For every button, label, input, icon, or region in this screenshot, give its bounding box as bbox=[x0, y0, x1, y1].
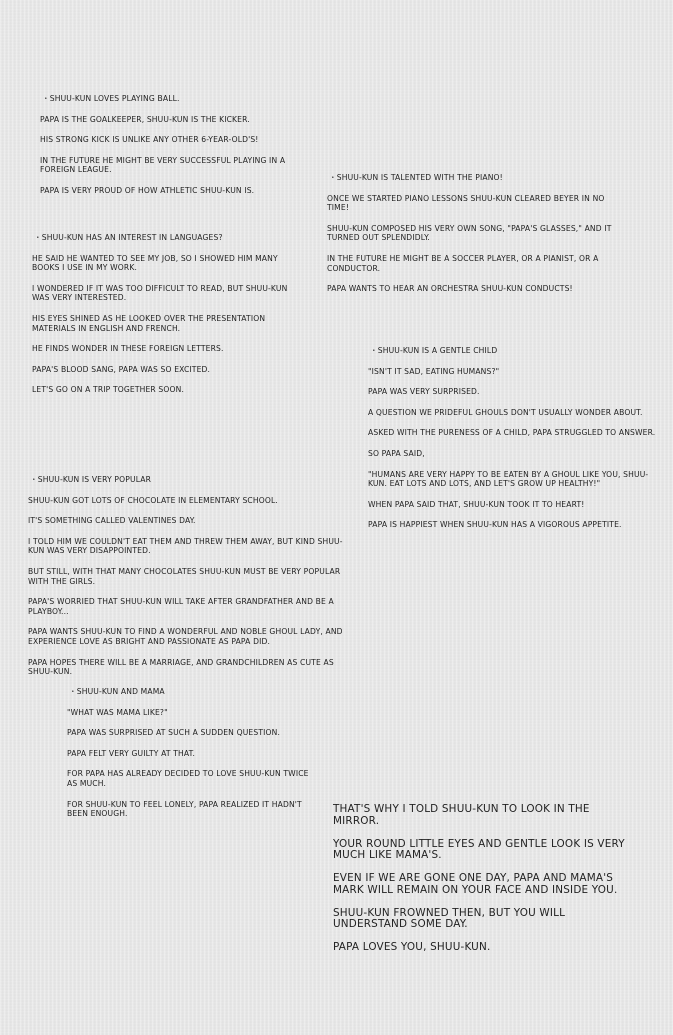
section-paragraph: A QUESTION WE PRIDEFUL GHOULS DON'T USUALLY WONDER ABOUT. bbox=[368, 407, 643, 417]
section-paragraph: I WONDERED IF IT WAS TOO DIFFICULT TO READ, BUT SHUU-KUN WAS VERY INTERESTED. bbox=[32, 283, 288, 303]
section-paragraph: HIS EYES SHINED AS HE LOOKED OVER THE PRESENTATION MATERIALS IN ENGLISH AND FRENCH. bbox=[32, 313, 266, 333]
section-heading: ・SHUU-KUN LOVES PLAYING BALL. bbox=[42, 94, 180, 103]
section-heading: ・SHUU-KUN IS TALENTED WITH THE PIANO! bbox=[329, 173, 503, 182]
section-paragraph: SHUU-KUN FROWNED THEN, BUT YOU WILL UNDERSTAND SOME DAY. bbox=[333, 906, 566, 930]
section-paragraph: PAPA HOPES THERE WILL BE A MARRIAGE, AND GRANDCHILDREN AS CUTE AS SHUU-KUN. bbox=[28, 657, 334, 677]
section-paragraph: WHEN PAPA SAID THAT, SHUU-KUN TOOK IT TO HEART! bbox=[368, 499, 585, 509]
section-paragraph: PAPA LOVES YOU, SHUU-KUN. bbox=[333, 941, 491, 953]
section-paragraph: PAPA WANTS SHUU-KUN TO FIND A WONDERFUL AND NOBLE GHOUL LADY, AND EXPERIENCE LOVE AS BRIGHT AND PASSIONATE AS PAPA DID. bbox=[28, 627, 343, 646]
section-paragraph: HIS STRONG KICK IS UNLIKE ANY OTHER 6-YEAR-OLD'S! bbox=[40, 135, 259, 145]
section-paragraph: YOUR ROUND LITTLE EYES AND GENTLE LOOK IS VERY MUCH LIKE MAMA'S. bbox=[333, 837, 625, 861]
section-paragraph: HE SAID HE WANTED TO SEE MY JOB, SO I SHOWED HIM MANY BOOKS I USE IN MY WORK. bbox=[32, 253, 278, 273]
section-paragraph: EVEN IF WE ARE GONE ONE DAY, PAPA AND MAMA'S MARK WILL REMAIN ON YOUR FACE AND INSIDE YOU. bbox=[333, 872, 618, 896]
section-paragraph: PAPA'S WORRIED THAT SHUU-KUN WILL TAKE AFTER GRANDFATHER AND BE A PLAYBOY... bbox=[28, 597, 334, 616]
section-paragraph: PAPA'S BLOOD SANG, PAPA WAS SO EXCITED. bbox=[32, 364, 211, 374]
section-mirror bbox=[333, 804, 633, 965]
section-paragraph: PAPA WAS VERY SURPRISED. bbox=[368, 387, 480, 397]
section-paragraph: SHUU-KUN GOT LOTS OF CHOCOLATE IN ELEMENTARY SCHOOL. bbox=[28, 495, 278, 505]
section-paragraph: SO PAPA SAID, bbox=[368, 448, 425, 458]
section-paragraph: "ISN'T IT SAD, EATING HUMANS?" bbox=[368, 366, 500, 376]
section-paragraph: PAPA IS HAPPIEST WHEN SHUU-KUN HAS A VIGOROUS APPETITE. bbox=[368, 520, 622, 530]
section-paragraph: PAPA WAS SURPRISED AT SUCH A SUDDEN QUESTION. bbox=[67, 728, 281, 738]
section-paragraph: IN THE FUTURE HE MIGHT BE A SOCCER PLAYER, OR A PIANIST, OR A CONDUCTOR. bbox=[327, 253, 599, 273]
section-languages bbox=[32, 233, 297, 406]
section-shuu-kun-and-mama bbox=[67, 687, 312, 830]
section-heading: ・SHUU-KUN IS VERY POPULAR bbox=[30, 475, 152, 484]
section-paragraph: IN THE FUTURE HE MIGHT BE VERY SUCCESSFUL PLAYING IN A FOREIGN LEAGUE. bbox=[40, 155, 286, 175]
section-paragraph: THAT'S WHY I TOLD SHUU-KUN TO LOOK IN THE MIRROR. bbox=[333, 803, 590, 827]
section-paragraph: ASKED WITH THE PURENESS OF A CHILD, PAPA STRUGGLED TO ANSWER. bbox=[368, 428, 656, 438]
section-heading: ・SHUU-KUN HAS AN INTEREST IN LANGUAGES? bbox=[34, 233, 223, 242]
section-heading: ・SHUU-KUN IS A GENTLE CHILD bbox=[370, 346, 498, 355]
section-paragraph: BUT STILL, WITH THAT MANY CHOCOLATES SHUU-KUN MUST BE VERY POPULAR WITH THE GIRLS. bbox=[28, 566, 341, 586]
section-paragraph: PAPA WANTS TO HEAR AN ORCHESTRA SHUU-KUN CONDUCTS! bbox=[327, 284, 573, 294]
section-paragraph: FOR PAPA HAS ALREADY DECIDED TO LOVE SHUU-KUN TWICE AS MUCH. bbox=[67, 769, 309, 788]
section-paragraph: "WHAT WAS MAMA LIKE?" bbox=[67, 707, 168, 717]
section-paragraph: HE FINDS WONDER IN THESE FOREIGN LETTERS. bbox=[32, 344, 224, 354]
section-paragraph: LET'S GO ON A TRIP TOGETHER SOON. bbox=[32, 385, 185, 395]
section-playing-ball bbox=[40, 94, 300, 207]
section-paragraph: PAPA IS THE GOALKEEPER, SHUU-KUN IS THE KICKER. bbox=[40, 114, 250, 124]
section-piano bbox=[327, 173, 627, 305]
section-gentle-child bbox=[368, 346, 663, 541]
section-paragraph: "HUMANS ARE VERY HAPPY TO BE EATEN BY A GHOUL LIKE YOU, SHUU-KUN. EAT LOTS AND LOTS, AND LET'S GROW UP HEALTHY!" bbox=[368, 469, 649, 489]
section-paragraph: PAPA FELT VERY GUILTY AT THAT. bbox=[67, 748, 196, 758]
section-heading: ・SHUU-KUN AND MAMA bbox=[69, 687, 165, 696]
section-paragraph: FOR SHUU-KUN TO FEEL LONELY, PAPA REALIZED IT HADN'T BEEN ENOUGH. bbox=[67, 799, 302, 819]
section-paragraph: PAPA IS VERY PROUD OF HOW ATHLETIC SHUU-KUN IS. bbox=[40, 185, 255, 195]
section-paragraph: IT'S SOMETHING CALLED VALENTINES DAY. bbox=[28, 516, 196, 526]
section-paragraph: I TOLD HIM WE COULDN'T EAT THEM AND THREW THEM AWAY, BUT KIND SHUU-KUN WAS VERY DISAPPOINTED. bbox=[28, 536, 343, 556]
section-paragraph: SHUU-KUN COMPOSED HIS VERY OWN SONG, "PAPA'S GLASSES," AND IT TURNED OUT SPLENDIDLY. bbox=[327, 223, 612, 243]
section-paragraph: ONCE WE STARTED PIANO LESSONS SHUU-KUN CLEARED BEYER IN NO TIME! bbox=[327, 193, 605, 213]
section-popular bbox=[28, 475, 353, 688]
